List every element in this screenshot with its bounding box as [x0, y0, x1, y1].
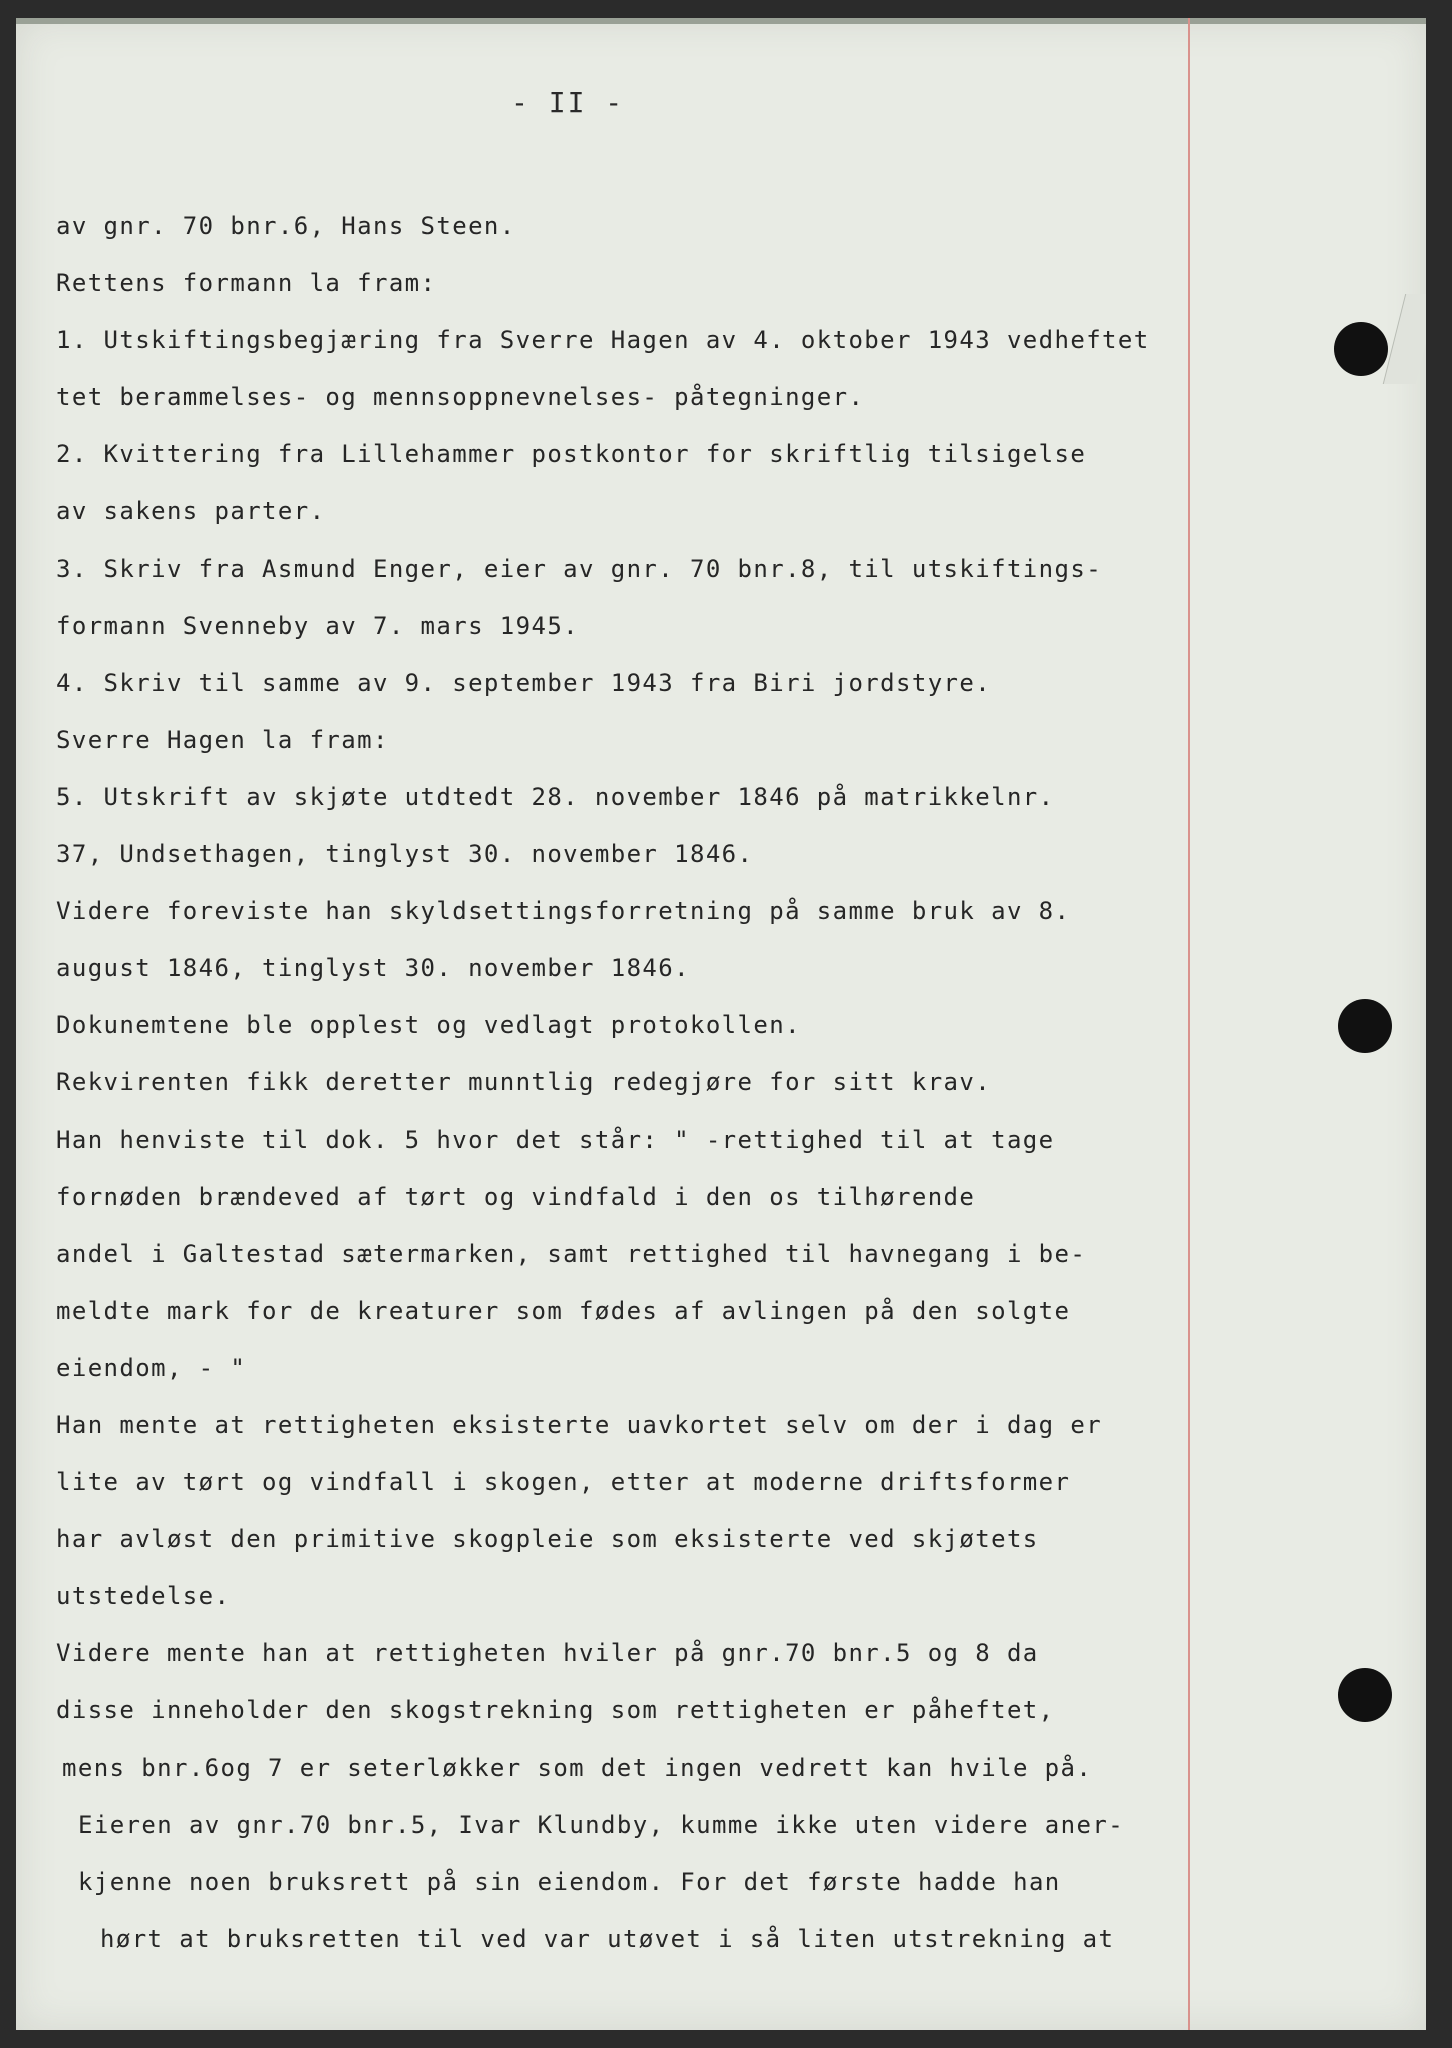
- text-line: hørt at bruksretten til ved var utøvet i så liten utstrekning at: [100, 1924, 1115, 1953]
- text-line: august 1846, tinglyst 30. november 1846.: [56, 954, 690, 983]
- text-line: fornøden brændeved af tørt og vindfald i den os tilhørende: [56, 1182, 976, 1211]
- text-line: utstedelse.: [56, 1582, 231, 1611]
- text-line: av gnr. 70 bnr.6, Hans Steen.: [56, 212, 516, 240]
- punch-hole-icon: [1334, 322, 1388, 376]
- text-line: formann Svenneby av 7. mars 1945.: [56, 611, 580, 640]
- text-line: Rettens formann la fram:: [56, 269, 437, 298]
- text-line: av sakens parter.: [56, 497, 326, 526]
- text-line: 3. Skriv fra Asmund Enger, eier av gnr. 70 bnr.8, til utskiftings-: [56, 554, 1103, 583]
- document-page: [16, 18, 1426, 2030]
- text-line: Rekvirenten fikk deretter munntlig redegjøre for sitt krav.: [56, 1068, 992, 1097]
- text-line: andel i Galtestad sætermarken, samt rettighed til havnegang i be-: [56, 1239, 1087, 1268]
- text-line: disse inneholder den skogstrekning som rettigheten er påheftet,: [56, 1696, 1055, 1725]
- page-top-edge: [16, 18, 1426, 24]
- paper-tear: [1383, 294, 1426, 384]
- punch-hole-icon: [1338, 999, 1392, 1053]
- text-line: Sverre Hagen la fram:: [56, 725, 389, 754]
- text-line: eiendom, - ": [56, 1353, 247, 1382]
- text-line: har avløst den primitive skogpleie som eksisterte ved skjøtets: [56, 1525, 1039, 1554]
- punch-hole-icon: [1338, 1668, 1392, 1722]
- text-line: lite av tørt og vindfall i skogen, etter at moderne driftsformer: [56, 1468, 1071, 1497]
- text-line: mens bnr.6og 7 er seterløkker som det ingen vedrett kan hvile på.: [62, 1753, 1093, 1782]
- page-number: - II -: [511, 86, 625, 119]
- text-line: Han mente at rettigheten eksisterte uavkortet selv om der i dag er: [56, 1410, 1103, 1439]
- text-line: meldte mark for de kreaturer som fødes af avlingen på den solgte: [56, 1296, 1071, 1325]
- text-line: Han henviste til dok. 5 hvor det står: " -rettighed til at tage: [56, 1125, 1055, 1154]
- text-line: 5. Utskrift av skjøte utdtedt 28. november 1846 på matrikkelnr.: [56, 782, 1055, 811]
- text-line: Videre mente han at rettigheten hviler på gnr.70 bnr.5 og 8 da: [56, 1639, 1039, 1668]
- text-line: Eieren av gnr.70 bnr.5, Ivar Klundby, kumme ikke uten videre aner-: [78, 1810, 1125, 1839]
- text-line: 37, Undsethagen, tinglyst 30. november 1846.: [56, 840, 754, 869]
- text-line: 1. Utskiftingsbegjæring fra Sverre Hagen av 4. oktober 1943 vedheftet: [56, 326, 1150, 355]
- text-line: Videre foreviste han skyldsettingsforretning på samme bruk av 8.: [56, 897, 1071, 926]
- text-line: 2. Kvittering fra Lillehammer postkontor for skriftlig tilsigelse: [56, 440, 1087, 469]
- text-line: 4. Skriv til samme av 9. september 1943 fra Biri jordstyre.: [56, 668, 992, 697]
- document-body: [56, 198, 1206, 1968]
- text-line: Dokunemtene ble opplest og vedlagt protokollen.: [56, 1011, 801, 1040]
- text-line: tet berammelses- og mennsoppnevnelses- påtegninger.: [56, 383, 865, 412]
- text-line: kjenne noen bruksrett på sin eiendom. For det første hadde han: [78, 1867, 1061, 1896]
